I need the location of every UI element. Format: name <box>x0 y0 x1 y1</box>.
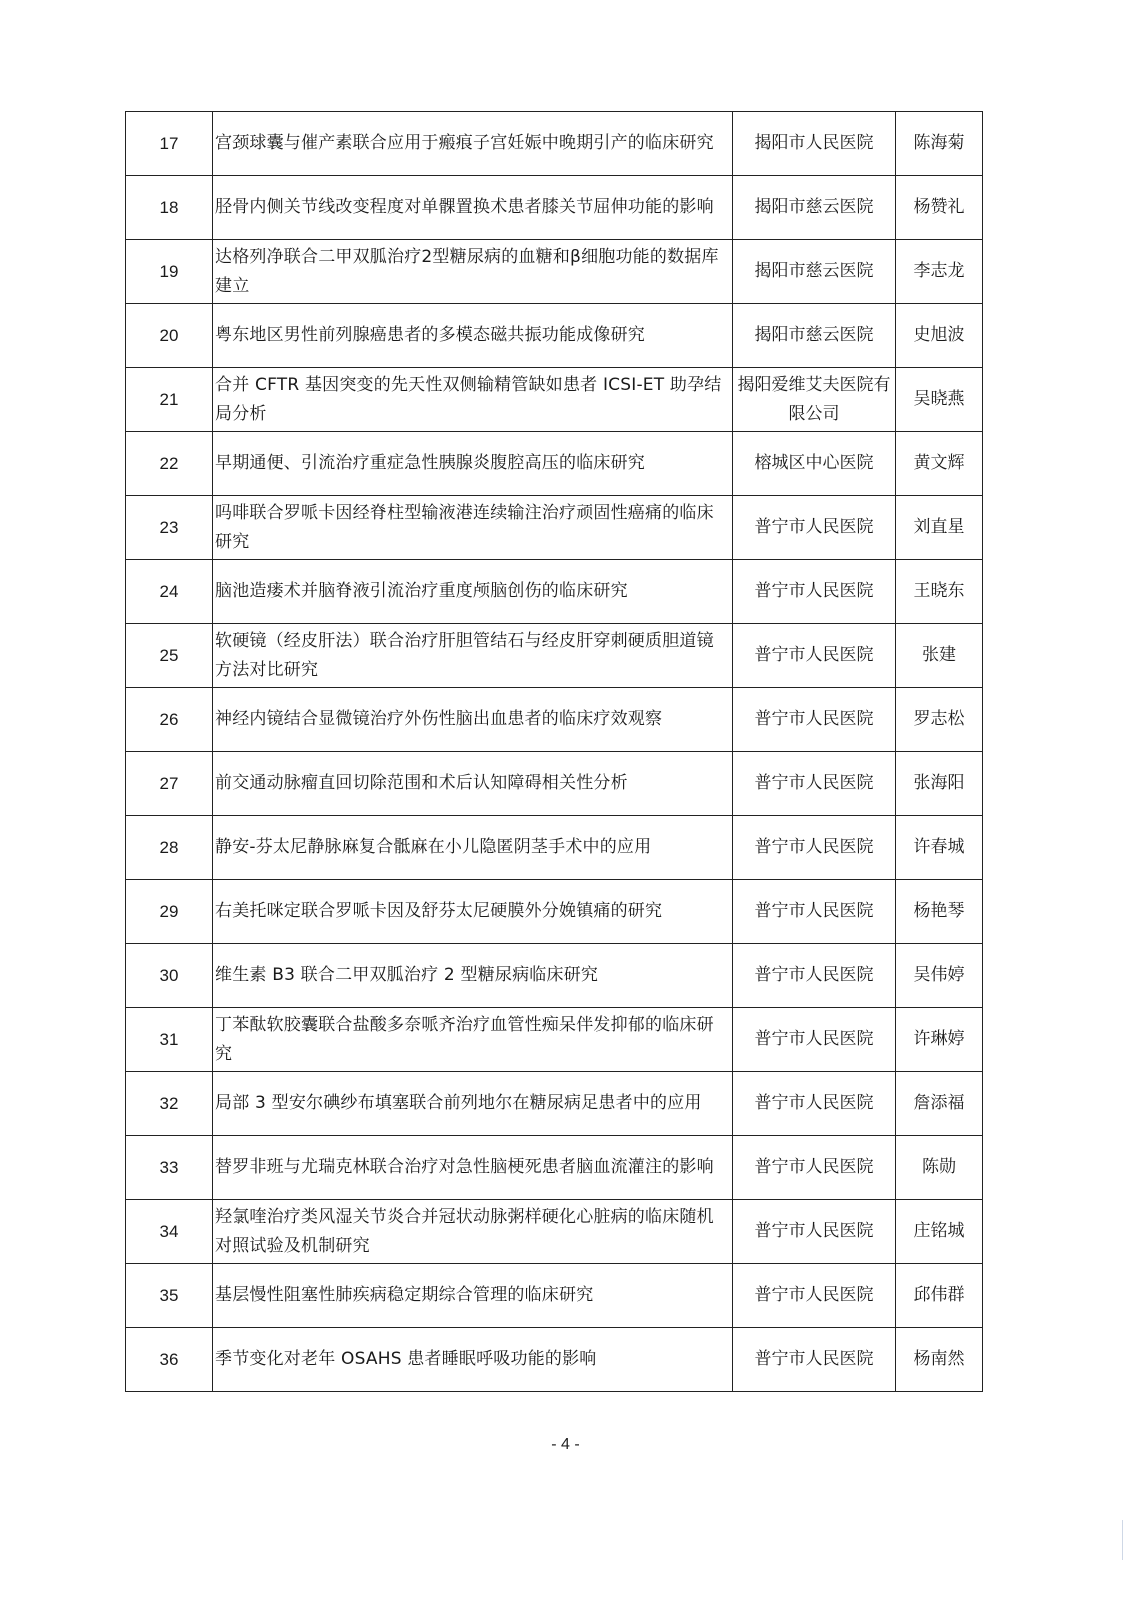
responsible-person: 许春城 <box>896 816 983 880</box>
responsible-person: 王晓东 <box>896 560 983 624</box>
table-row <box>126 944 983 1008</box>
responsible-person: 邱伟群 <box>896 1264 983 1328</box>
institution-name: 普宁市人民医院 <box>733 1136 896 1200</box>
project-title: 早期通便、引流治疗重症急性胰腺炎腹腔高压的临床研究 <box>213 432 733 496</box>
project-title: 脑池造瘘术并脑脊液引流治疗重度颅脑创伤的临床研究 <box>213 560 733 624</box>
institution-name: 揭阳市人民医院 <box>733 112 896 176</box>
table-row <box>126 1136 983 1200</box>
row-number: 23 <box>126 496 213 560</box>
row-number: 22 <box>126 432 213 496</box>
project-title: 粤东地区男性前列腺癌患者的多模态磁共振功能成像研究 <box>213 304 733 368</box>
institution-name: 揭阳市慈云医院 <box>733 176 896 240</box>
row-number: 21 <box>126 368 213 432</box>
table-row <box>126 112 983 176</box>
table-row <box>126 368 983 432</box>
table-row <box>126 688 983 752</box>
responsible-person: 张建 <box>896 624 983 688</box>
table-row <box>126 1072 983 1136</box>
project-title: 宫颈球囊与催产素联合应用于瘢痕子宫妊娠中晚期引产的临床研究 <box>213 112 733 176</box>
row-number: 36 <box>126 1328 213 1392</box>
project-title: 神经内镜结合显微镜治疗外伤性脑出血患者的临床疗效观察 <box>213 688 733 752</box>
table-row <box>126 1328 983 1392</box>
scan-edge-mark <box>1122 1520 1123 1560</box>
responsible-person: 罗志松 <box>896 688 983 752</box>
table-row <box>126 240 983 304</box>
responsible-person: 吴晓燕 <box>896 368 983 432</box>
row-number: 30 <box>126 944 213 1008</box>
table-row <box>126 496 983 560</box>
institution-name: 揭阳爱维艾夫医院有限公司 <box>733 368 896 432</box>
project-title: 局部 3 型安尔碘纱布填塞联合前列地尔在糖尿病足患者中的应用 <box>213 1072 733 1136</box>
row-number: 17 <box>126 112 213 176</box>
institution-name: 榕城区中心医院 <box>733 432 896 496</box>
responsible-person: 陈勋 <box>896 1136 983 1200</box>
project-title: 静安-芬太尼静脉麻复合骶麻在小儿隐匿阴茎手术中的应用 <box>213 816 733 880</box>
project-title: 替罗非班与尤瑞克林联合治疗对急性脑梗死患者脑血流灌注的影响 <box>213 1136 733 1200</box>
row-number: 35 <box>126 1264 213 1328</box>
project-title: 前交通动脉瘤直回切除范围和术后认知障碍相关性分析 <box>213 752 733 816</box>
table-row <box>126 1200 983 1264</box>
row-number: 28 <box>126 816 213 880</box>
row-number: 27 <box>126 752 213 816</box>
row-number: 26 <box>126 688 213 752</box>
institution-name: 普宁市人民医院 <box>733 496 896 560</box>
project-title: 右美托咪定联合罗哌卡因及舒芬太尼硬膜外分娩镇痛的研究 <box>213 880 733 944</box>
project-title: 吗啡联合罗哌卡因经脊柱型输液港连续输注治疗顽固性癌痛的临床研究 <box>213 496 733 560</box>
row-number: 20 <box>126 304 213 368</box>
institution-name: 普宁市人民医院 <box>733 624 896 688</box>
responsible-person: 杨南然 <box>896 1328 983 1392</box>
institution-name: 揭阳市慈云医院 <box>733 304 896 368</box>
institution-name: 普宁市人民医院 <box>733 1008 896 1072</box>
project-title: 基层慢性阻塞性肺疾病稳定期综合管理的临床研究 <box>213 1264 733 1328</box>
institution-name: 揭阳市慈云医院 <box>733 240 896 304</box>
row-number: 25 <box>126 624 213 688</box>
responsible-person: 陈海菊 <box>896 112 983 176</box>
responsible-person: 张海阳 <box>896 752 983 816</box>
project-title: 达格列净联合二甲双胍治疗2型糖尿病的血糖和β细胞功能的数据库建立 <box>213 240 733 304</box>
table-row <box>126 752 983 816</box>
project-title: 胫骨内侧关节线改变程度对单髁置换术患者膝关节屈伸功能的影响 <box>213 176 733 240</box>
responsible-person: 黄文辉 <box>896 432 983 496</box>
project-table-body <box>126 112 983 1392</box>
responsible-person: 杨艳琴 <box>896 880 983 944</box>
row-number: 31 <box>126 1008 213 1072</box>
responsible-person: 史旭波 <box>896 304 983 368</box>
project-table <box>125 111 983 1392</box>
table-row <box>126 816 983 880</box>
table-row <box>126 176 983 240</box>
row-number: 32 <box>126 1072 213 1136</box>
table-row <box>126 560 983 624</box>
project-title: 羟氯喹治疗类风湿关节炎合并冠状动脉粥样硬化心脏病的临床随机对照试验及机制研究 <box>213 1200 733 1264</box>
responsible-person: 吴伟婷 <box>896 944 983 1008</box>
institution-name: 普宁市人民医院 <box>733 1072 896 1136</box>
row-number: 18 <box>126 176 213 240</box>
row-number: 34 <box>126 1200 213 1264</box>
institution-name: 普宁市人民医院 <box>733 560 896 624</box>
institution-name: 普宁市人民医院 <box>733 816 896 880</box>
project-title: 软硬镜（经皮肝法）联合治疗肝胆管结石与经皮肝穿刺硬质胆道镜方法对比研究 <box>213 624 733 688</box>
responsible-person: 詹添福 <box>896 1072 983 1136</box>
row-number: 29 <box>126 880 213 944</box>
institution-name: 普宁市人民医院 <box>733 1264 896 1328</box>
responsible-person: 许琳婷 <box>896 1008 983 1072</box>
responsible-person: 庄铭城 <box>896 1200 983 1264</box>
project-title: 丁苯酞软胶囊联合盐酸多奈哌齐治疗血管性痴呆伴发抑郁的临床研究 <box>213 1008 733 1072</box>
project-title: 季节变化对老年 OSAHS 患者睡眠呼吸功能的影响 <box>213 1328 733 1392</box>
page-number: - 4 - <box>551 1436 580 1453</box>
institution-name: 普宁市人民医院 <box>733 1328 896 1392</box>
project-title: 合并 CFTR 基因突变的先天性双侧输精管缺如患者 ICSI-ET 助孕结局分析 <box>213 368 733 432</box>
table-row <box>126 624 983 688</box>
institution-name: 普宁市人民医院 <box>733 752 896 816</box>
project-title: 维生素 B3 联合二甲双胍治疗 2 型糖尿病临床研究 <box>213 944 733 1008</box>
table-row <box>126 1264 983 1328</box>
row-number: 19 <box>126 240 213 304</box>
responsible-person: 杨赞礼 <box>896 176 983 240</box>
institution-name: 普宁市人民医院 <box>733 1200 896 1264</box>
row-number: 33 <box>126 1136 213 1200</box>
responsible-person: 刘直星 <box>896 496 983 560</box>
responsible-person: 李志龙 <box>896 240 983 304</box>
institution-name: 普宁市人民医院 <box>733 880 896 944</box>
table-row <box>126 1008 983 1072</box>
table-row <box>126 304 983 368</box>
institution-name: 普宁市人民医院 <box>733 688 896 752</box>
table-row <box>126 432 983 496</box>
row-number: 24 <box>126 560 213 624</box>
institution-name: 普宁市人民医院 <box>733 944 896 1008</box>
table-row <box>126 880 983 944</box>
